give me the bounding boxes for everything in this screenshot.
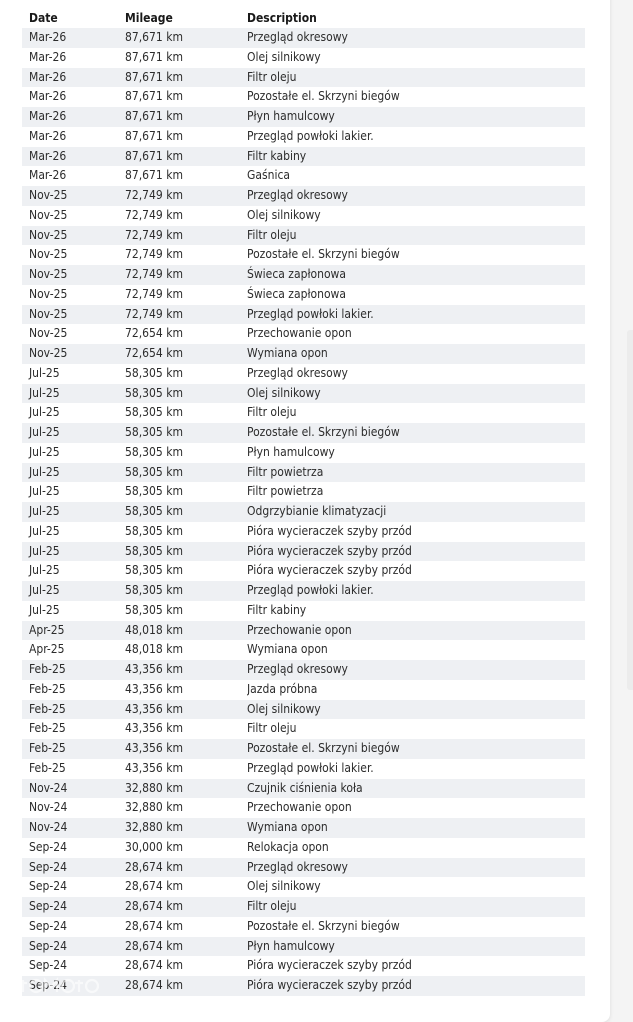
table-row <box>22 482 585 502</box>
cell-description: Płyn hamulcowy <box>247 444 335 459</box>
cell-mileage: 58,305 km <box>125 365 183 380</box>
table-row <box>22 561 585 581</box>
table-row <box>22 206 585 226</box>
table-row <box>22 502 585 522</box>
cell-description: Przegląd okresowy <box>247 859 348 874</box>
column-header-description: Description <box>247 11 317 25</box>
cell-date: Jul-25 <box>29 602 60 617</box>
cell-mileage: 87,671 km <box>125 109 183 123</box>
cell-description: Płyn hamulcowy <box>247 109 335 123</box>
cell-description: Pozostałe el. Skrzyni biegów <box>247 247 400 262</box>
cell-date: Nov-25 <box>29 207 68 222</box>
cell-description: Przegląd powłoki lakier. <box>247 306 374 321</box>
table-row <box>22 423 585 443</box>
cell-mileage: 28,674 km <box>125 879 183 894</box>
cell-mileage: 48,018 km <box>125 642 183 657</box>
cell-description: Filtr oleju <box>247 405 297 420</box>
cell-description: Gaśnica <box>247 168 291 183</box>
cell-mileage: 58,305 km <box>125 563 183 578</box>
cell-date: Nov-25 <box>29 227 68 242</box>
cell-mileage: 72,749 km <box>125 247 183 262</box>
cell-date: Sep-24 <box>29 918 67 933</box>
table-row <box>22 68 585 88</box>
cell-date: Feb-25 <box>29 721 66 736</box>
cell-date: Nov-24 <box>29 800 68 815</box>
cell-description: Filtr kabiny <box>247 148 307 163</box>
cell-date: Nov-25 <box>29 286 68 301</box>
table-row <box>22 285 585 305</box>
cell-mileage: 28,674 km <box>125 938 183 953</box>
cell-date: Jul-25 <box>29 543 60 558</box>
cell-mileage: 58,305 km <box>125 425 183 439</box>
table-row <box>22 542 585 562</box>
table-row <box>22 719 585 739</box>
cell-date: Mar-26 <box>29 69 67 84</box>
table-row <box>22 877 585 897</box>
cell-description: Olej silnikowy <box>247 701 321 716</box>
cell-description: Pozostałe el. Skrzyni biegów <box>247 425 400 439</box>
cell-date: Nov-25 <box>29 267 68 281</box>
cell-description: Filtr powietrza <box>247 464 324 479</box>
table-row <box>22 324 585 344</box>
cell-description: Świeca zapłonowa <box>247 286 347 301</box>
cell-mileage: 32,880 km <box>125 780 183 795</box>
cell-date: Jul-25 <box>29 504 60 518</box>
table-row <box>22 127 585 147</box>
cell-date: Sep-24 <box>29 879 67 894</box>
cell-description: Filtr kabiny <box>247 602 307 617</box>
cell-description: Olej silnikowy <box>247 385 321 400</box>
cell-description: Przegląd okresowy <box>247 662 348 676</box>
cell-description: Filtr oleju <box>247 69 297 84</box>
table-row <box>22 443 585 463</box>
cell-description: Świeca zapłonowa <box>247 267 347 281</box>
cell-mileage: 72,654 km <box>125 346 183 360</box>
table-row <box>22 818 585 838</box>
cell-mileage: 58,305 km <box>125 504 183 518</box>
cell-date: Jul-25 <box>29 405 60 420</box>
table-row <box>22 621 585 641</box>
cell-description: Przechowanie opon <box>247 326 352 341</box>
table-row <box>22 265 585 285</box>
cell-mileage: 43,356 km <box>125 741 183 755</box>
cell-date: Jul-25 <box>29 444 60 459</box>
cell-mileage: 72,654 km <box>125 326 183 341</box>
cell-date: Nov-25 <box>29 326 68 341</box>
cell-mileage: 72,749 km <box>125 306 183 321</box>
cell-mileage: 58,305 km <box>125 464 183 479</box>
cell-date: Mar-26 <box>29 148 67 163</box>
cell-mileage: 58,305 km <box>125 444 183 459</box>
table-row <box>22 463 585 483</box>
cell-description: Pióra wycieraczek szyby przód <box>247 543 412 558</box>
cell-date: Feb-25 <box>29 701 66 716</box>
cell-date: Sep-24 <box>29 978 67 992</box>
cell-mileage: 43,356 km <box>125 760 183 775</box>
table-row <box>22 28 585 48</box>
cell-description: Pozostałe el. Skrzyni biegów <box>247 741 400 755</box>
cell-mileage: 58,305 km <box>125 484 183 499</box>
table-header-row <box>22 8 585 28</box>
cell-date: Nov-24 <box>29 780 68 795</box>
cell-date: Sep-24 <box>29 938 67 953</box>
cell-mileage: 72,749 km <box>125 286 183 301</box>
cell-mileage: 30,000 km <box>125 839 183 854</box>
table-row <box>22 640 585 660</box>
cell-date: Apr-25 <box>29 622 65 637</box>
cell-date: Mar-26 <box>29 89 67 104</box>
cell-date: Mar-26 <box>29 49 67 64</box>
cell-date: Nov-25 <box>29 247 68 262</box>
cell-mileage: 58,305 km <box>125 385 183 400</box>
cell-description: Filtr powietrza <box>247 484 324 499</box>
cell-mileage: 87,671 km <box>125 49 183 64</box>
cell-description: Pióra wycieraczek szyby przód <box>247 978 412 992</box>
table-row <box>22 522 585 542</box>
cell-mileage: 32,880 km <box>125 820 183 834</box>
table-row <box>22 226 585 246</box>
cell-mileage: 72,749 km <box>125 227 183 242</box>
cell-description: Przechowanie opon <box>247 622 352 637</box>
cell-description: Filtr oleju <box>247 721 297 736</box>
table-row <box>22 305 585 325</box>
cell-mileage: 58,305 km <box>125 405 183 420</box>
table-row <box>22 937 585 957</box>
table-row <box>22 798 585 818</box>
cell-date: Nov-24 <box>29 820 68 834</box>
cell-description: Czujnik ciśnienia koła <box>247 780 363 795</box>
cell-date: Jul-25 <box>29 365 60 380</box>
scrollbar[interactable] <box>627 330 633 690</box>
cell-mileage: 87,671 km <box>125 69 183 84</box>
cell-mileage: 87,671 km <box>125 128 183 143</box>
cell-description: Przegląd powłoki lakier. <box>247 583 374 597</box>
cell-description: Przegląd powłoki lakier. <box>247 760 374 775</box>
cell-mileage: 43,356 km <box>125 681 183 696</box>
cell-date: Mar-26 <box>29 30 67 44</box>
table-row <box>22 739 585 759</box>
table-row <box>22 976 585 996</box>
cell-date: Nov-25 <box>29 306 68 321</box>
cell-date: Sep-24 <box>29 958 67 973</box>
cell-mileage: 28,674 km <box>125 859 183 874</box>
cell-mileage: 58,305 km <box>125 523 183 538</box>
cell-date: Apr-25 <box>29 642 65 657</box>
table-row <box>22 917 585 937</box>
cell-description: Przegląd powłoki lakier. <box>247 128 374 143</box>
cell-description: Filtr oleju <box>247 227 297 242</box>
cell-mileage: 87,671 km <box>125 148 183 163</box>
cell-date: Mar-26 <box>29 168 67 183</box>
cell-date: Sep-24 <box>29 899 67 913</box>
cell-date: Jul-25 <box>29 484 60 499</box>
cell-description: Przegląd okresowy <box>247 365 348 380</box>
cell-mileage: 87,671 km <box>125 168 183 183</box>
cell-date: Nov-25 <box>29 188 68 202</box>
table-row <box>22 384 585 404</box>
cell-mileage: 43,356 km <box>125 662 183 676</box>
cell-description: Jazda próbna <box>247 681 318 696</box>
table-row <box>22 245 585 265</box>
table-row <box>22 344 585 364</box>
cell-mileage: 58,305 km <box>125 602 183 617</box>
table-row <box>22 838 585 858</box>
cell-description: Pozostałe el. Skrzyni biegów <box>247 89 400 104</box>
cell-date: Mar-26 <box>29 109 67 123</box>
cell-description: Płyn hamulcowy <box>247 938 335 953</box>
table-row <box>22 403 585 423</box>
cell-description: Pióra wycieraczek szyby przód <box>247 958 412 973</box>
table-row <box>22 601 585 621</box>
cell-mileage: 58,305 km <box>125 543 183 558</box>
cell-mileage: 72,749 km <box>125 188 183 202</box>
cell-mileage: 72,749 km <box>125 207 183 222</box>
column-header-date: Date <box>29 11 58 25</box>
cell-description: Wymiana opon <box>247 642 328 657</box>
cell-date: Jul-25 <box>29 425 60 439</box>
cell-mileage: 87,671 km <box>125 30 183 44</box>
cell-mileage: 28,674 km <box>125 958 183 973</box>
service-history-table <box>22 8 585 996</box>
cell-description: Przegląd okresowy <box>247 30 348 44</box>
cell-mileage: 43,356 km <box>125 721 183 736</box>
cell-description: Przechowanie opon <box>247 800 352 815</box>
cell-mileage: 58,305 km <box>125 583 183 597</box>
cell-description: Olej silnikowy <box>247 49 321 64</box>
cell-description: Wymiana opon <box>247 820 328 834</box>
cell-mileage: 28,674 km <box>125 918 183 933</box>
cell-mileage: 28,674 km <box>125 899 183 913</box>
table-row <box>22 107 585 127</box>
cell-date: Jul-25 <box>29 583 60 597</box>
cell-description: Relokacja opon <box>247 839 329 854</box>
cell-mileage: 32,880 km <box>125 800 183 815</box>
cell-date: Mar-26 <box>29 128 67 143</box>
cell-description: Olej silnikowy <box>247 207 321 222</box>
table-body <box>22 28 585 996</box>
cell-date: Feb-25 <box>29 760 66 775</box>
cell-date: Feb-25 <box>29 662 66 676</box>
cell-mileage: 28,674 km <box>125 978 183 992</box>
cell-description: Odgrzybianie klimatyzacji <box>247 504 387 518</box>
cell-mileage: 43,356 km <box>125 701 183 716</box>
table-row <box>22 897 585 917</box>
cell-date: Feb-25 <box>29 741 66 755</box>
table-row <box>22 87 585 107</box>
table-row <box>22 364 585 384</box>
cell-date: Feb-25 <box>29 681 66 696</box>
cell-description: Filtr oleju <box>247 899 297 913</box>
table-row <box>22 759 585 779</box>
table-row <box>22 166 585 186</box>
cell-date: Sep-24 <box>29 859 67 874</box>
cell-date: Sep-24 <box>29 839 67 854</box>
cell-description: Wymiana opon <box>247 346 328 360</box>
cell-mileage: 87,671 km <box>125 89 183 104</box>
cell-description: Pozostałe el. Skrzyni biegów <box>247 918 400 933</box>
cell-date: Nov-25 <box>29 346 68 360</box>
cell-description: Pióra wycieraczek szyby przód <box>247 563 412 578</box>
table-row <box>22 956 585 976</box>
table-row <box>22 700 585 720</box>
cell-description: Przegląd okresowy <box>247 188 348 202</box>
table-row <box>22 680 585 700</box>
table-row <box>22 779 585 799</box>
cell-mileage: 48,018 km <box>125 622 183 637</box>
cell-description: Pióra wycieraczek szyby przód <box>247 523 412 538</box>
table-row <box>22 48 585 68</box>
table-row <box>22 147 585 167</box>
cell-date: Jul-25 <box>29 385 60 400</box>
cell-date: Jul-25 <box>29 563 60 578</box>
cell-date: Jul-25 <box>29 464 60 479</box>
cell-mileage: 72,749 km <box>125 267 183 281</box>
cell-date: Jul-25 <box>29 523 60 538</box>
cell-description: Olej silnikowy <box>247 879 321 894</box>
table-row <box>22 858 585 878</box>
table-row <box>22 660 585 680</box>
table-row <box>22 186 585 206</box>
column-header-mileage: Mileage <box>125 11 173 25</box>
table-row <box>22 581 585 601</box>
